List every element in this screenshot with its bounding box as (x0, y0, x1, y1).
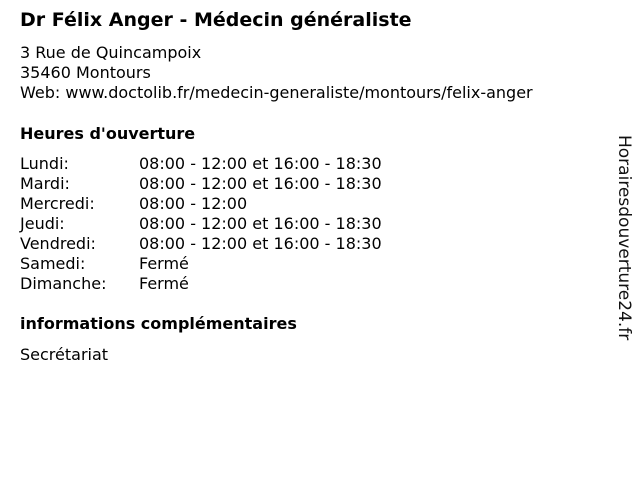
day-label: Mardi: (20, 174, 70, 193)
watermark (612, 135, 636, 375)
website-line: Web: www.doctolib.fr/medecin-generaliste/montours/felix-anger (20, 83, 533, 102)
additional-info-heading: informations complémentaires (20, 314, 297, 333)
opening-hours-heading: Heures d'ouverture (20, 124, 196, 143)
additional-info-text: Secrétariat (20, 345, 109, 364)
time-value: 08:00 - 12:00 et 16:00 - 18:30 (139, 234, 382, 253)
day-label: Jeudi: (20, 214, 65, 233)
address-city: 35460 Montours (20, 63, 151, 82)
day-label: Dimanche: (20, 274, 107, 293)
watermark-text: Horairesdouverture24.fr (614, 135, 634, 341)
time-value: 08:00 - 12:00 (139, 194, 248, 213)
time-value: 08:00 - 12:00 et 16:00 - 18:30 (139, 174, 382, 193)
day-label: Vendredi: (20, 234, 96, 253)
time-value: Fermé (139, 254, 189, 273)
time-value: 08:00 - 12:00 et 16:00 - 18:30 (139, 214, 382, 233)
day-label: Mercredi: (20, 194, 95, 213)
time-value: 08:00 - 12:00 et 16:00 - 18:30 (139, 154, 382, 173)
address-street: 3 Rue de Quincampoix (20, 43, 202, 62)
day-label: Lundi: (20, 154, 69, 173)
time-value: Fermé (139, 274, 189, 293)
day-label: Samedi: (20, 254, 86, 273)
address-block (20, 43, 533, 103)
page-title: Dr Félix Anger - Médecin généraliste (20, 9, 412, 31)
